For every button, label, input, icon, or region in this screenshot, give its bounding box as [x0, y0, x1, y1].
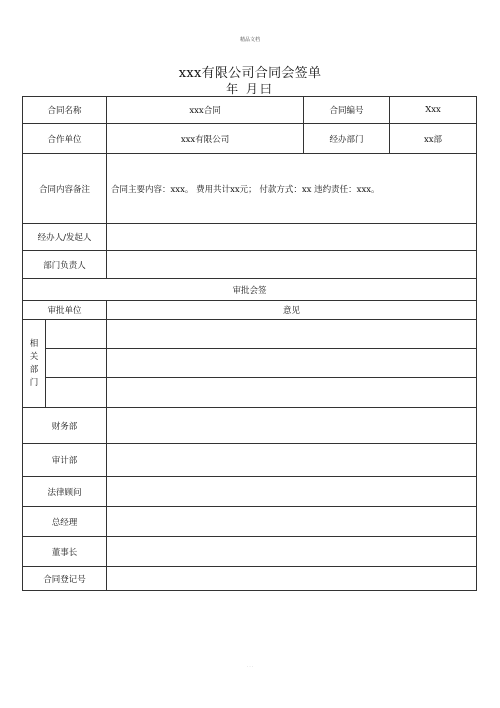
gm-label: 总经理	[23, 507, 107, 537]
related-dept-name-1[interactable]	[46, 320, 107, 349]
row-chairman	[23, 537, 477, 567]
related-dept-label: 相 关 部 门	[23, 320, 46, 408]
row-registration	[23, 567, 477, 591]
related-dept-name-3[interactable]	[46, 378, 107, 408]
row-handler	[23, 224, 477, 251]
row-related-dept-2	[23, 349, 477, 378]
row-approval-section	[23, 279, 477, 301]
approval-unit-header: 审批单位	[23, 301, 107, 320]
audit-label: 审计部	[23, 444, 107, 477]
footer-mark: · · ·	[246, 664, 254, 669]
dept-head-value[interactable]	[107, 251, 477, 279]
row-finance	[23, 408, 477, 444]
date-line: 年 月曰	[226, 82, 274, 96]
header-watermark: 精品文档	[239, 37, 260, 43]
row-dept-head	[23, 251, 477, 279]
document-title: xxx有限公司合同会签单	[178, 66, 322, 81]
row-audit	[23, 444, 477, 477]
approval-section-heading: 审批会签	[23, 279, 477, 301]
audit-opinion[interactable]	[107, 444, 477, 477]
contract-form-table	[22, 96, 477, 591]
handler-value[interactable]	[107, 224, 477, 251]
dept-head-label: 部门负责人	[23, 251, 107, 279]
contract-no-label: 合同编号	[304, 97, 390, 124]
finance-opinion[interactable]	[107, 408, 477, 444]
row-contract-name	[23, 97, 477, 124]
related-dept-opinion-1[interactable]	[107, 320, 477, 349]
row-related-dept-3	[23, 378, 477, 408]
legal-opinion[interactable]	[107, 477, 477, 507]
dept-label: 经办部门	[304, 124, 390, 154]
row-gm	[23, 507, 477, 537]
contract-name-value[interactable]: xxx合同	[107, 97, 304, 124]
registration-label: 合同登记号	[23, 567, 107, 591]
content-value[interactable]: 合同主要内容：xxx。 费用共计xx元； 付款方式：xx 违约责任：xxx。	[107, 154, 477, 224]
partner-label: 合作单位	[23, 124, 107, 154]
partner-value[interactable]: xxx有限公司	[107, 124, 304, 154]
related-dept-opinion-2[interactable]	[107, 349, 477, 378]
chairman-label: 董事长	[23, 537, 107, 567]
registration-value[interactable]	[107, 567, 477, 591]
handler-label: 经办人/发起人	[23, 224, 107, 251]
row-content	[23, 154, 477, 224]
chairman-opinion[interactable]	[107, 537, 477, 567]
related-dept-opinion-3[interactable]	[107, 378, 477, 408]
finance-label: 财务部	[23, 408, 107, 444]
row-related-dept-1	[23, 320, 477, 349]
contract-no-value[interactable]: Xxx	[390, 97, 477, 124]
row-legal	[23, 477, 477, 507]
gm-opinion[interactable]	[107, 507, 477, 537]
contract-name-label: 合同名称	[23, 97, 107, 124]
opinion-header: 意见	[107, 301, 477, 320]
row-partner	[23, 124, 477, 154]
content-label: 合同内容备注	[23, 154, 107, 224]
legal-label: 法律顾问	[23, 477, 107, 507]
related-dept-name-2[interactable]	[46, 349, 107, 378]
dept-value[interactable]: xx部	[390, 124, 477, 154]
row-approval-headers	[23, 301, 477, 320]
